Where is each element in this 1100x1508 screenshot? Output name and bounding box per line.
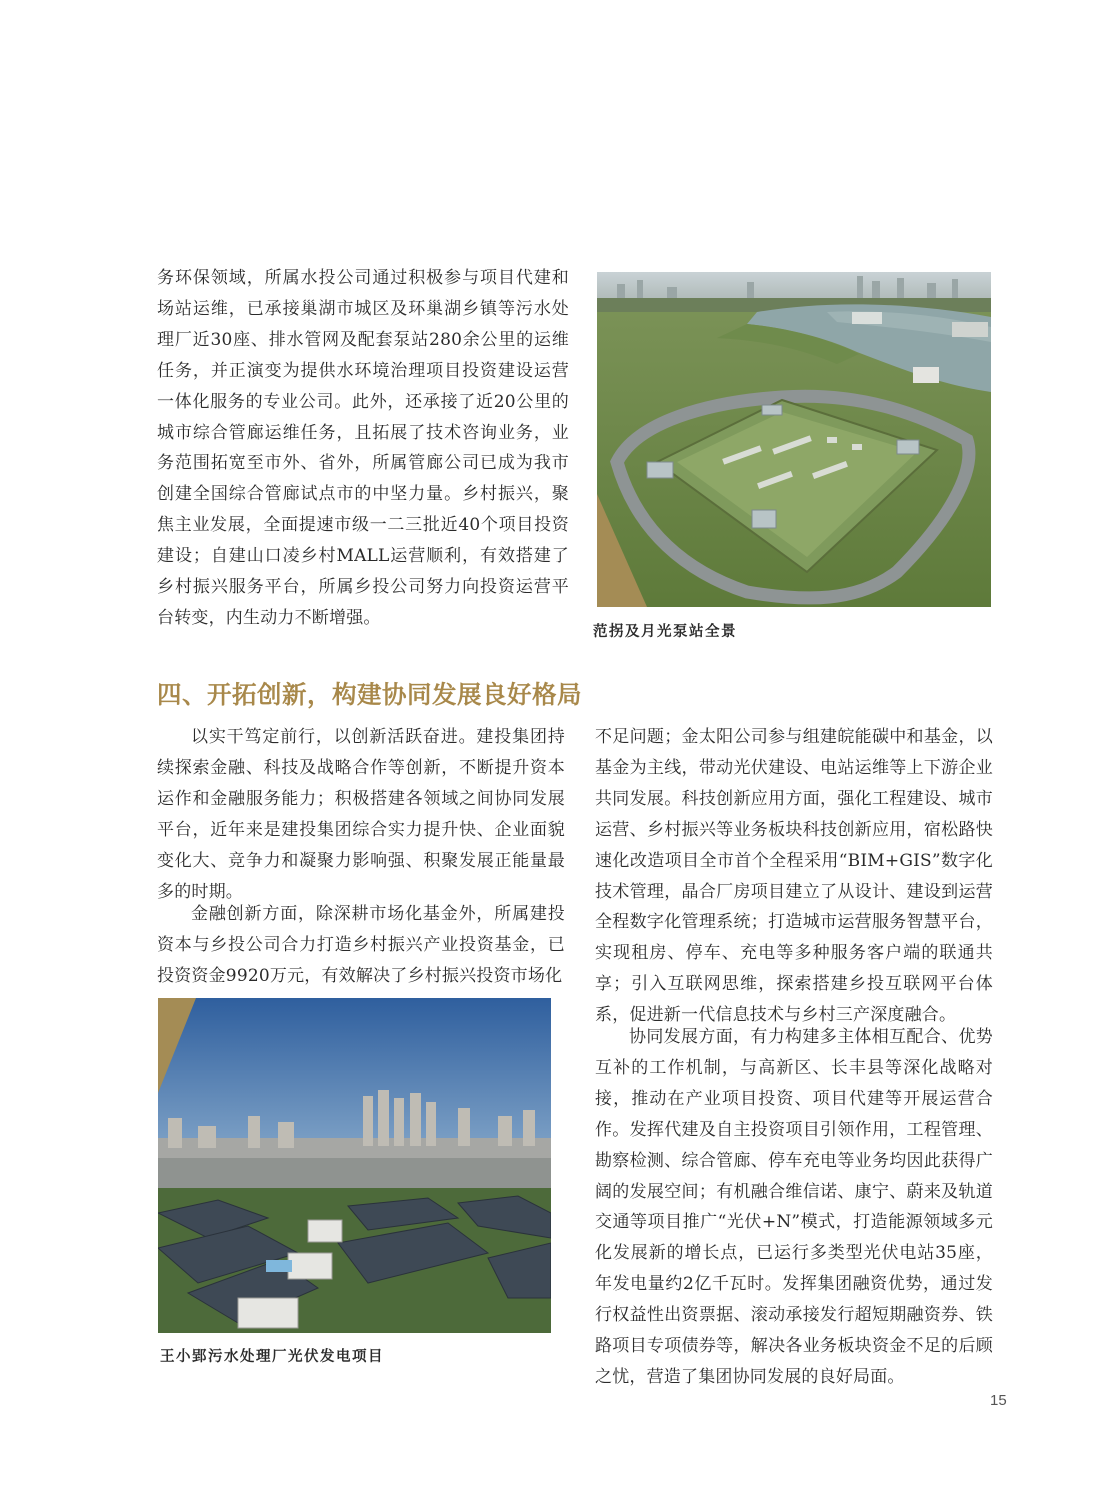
left-paragraph-1: 以实干笃定前行，以创新活跃奋进。建投集团持续探索金融、科技及战略合作等创新，不断提升资本运作和金融服务能力；积极搭建各领域之间协同发展平台，近年来是建投集团综合实力提升快、企业面貌变化大、竞争力和凝聚力影响强、积聚发展正能量最多的时期。 — [157, 727, 565, 902]
solar-plant-caption: 王小郢污水处理厂光伏发电项目 — [160, 1349, 384, 1365]
pump-station-photo — [597, 272, 991, 607]
left-paragraph-2: 金融创新方面，除深耕市场化基金外，所属建投资本与乡投公司合力打造乡村振兴产业投资基金，已投资资金9920万元，有效解决了乡村振兴投资市场化 — [157, 904, 565, 986]
pump-station-caption: 范拐及月光泵站全景 — [593, 624, 737, 640]
section-heading: 四、开拓创新，构建协同发展良好格局 — [157, 680, 582, 709]
intro-paragraph: 务环保领域，所属水投公司通过积极参与项目代建和场站运维，已承接巢湖市城区及环巢湖乡镇等污水处理厂近30座、排水管网及配套泵站280余公里的运维任务，并正演变为提供水环境治理项目投资建设运营一体化服务的专业公司。此外，还承接了近20公里的城市综合管廊运维任务，且拓展了技术咨询业务，业务范围拓宽至市外、省外，所属管廊公司已成为我市创建全国综合管廊试点市的中坚力量。乡村振兴，聚焦主业发展，全面提速市级一二三批近40个项目投资建设；自建山口凌乡村MALL运营顺利，有效搭建了乡村振兴服务平台，所属乡投公司努力向投资运营平台转变，内生动力不断增强。 — [157, 268, 569, 628]
solar-plant-photo — [158, 998, 551, 1333]
right-paragraph-1: 不足问题；金太阳公司参与组建皖能碳中和基金，以基金为主线，带动光伏建设、电站运维等上下游企业共同发展。科技创新应用方面，强化工程建设、城市运营、乡村振兴等业务板块科技创新应用，宿松路快速化改造项目全市首个全程采用“BIM+GIS”数字化技术管理，晶合厂房项目建立了从设计、建设到运营全程数字化管理系统；打造城市运营服务智慧平台，实现租房、停车、充电等多种服务客户端的联通共享；引入互联网思维，探索搭建乡投互联网平台体系，促进新一代信息技术与乡村三产深度融合。 — [595, 727, 993, 1026]
right-paragraph-2: 协同发展方面，有力构建多主体相互配合、优势互补的工作机制，与高新区、长丰县等深化战略对接，推动在产业项目投资、项目代建等开展运营合作。发挥代建及自主投资项目引领作用，工程管理、勘察检测、综合管廊、停车充电等业务均因此获得广阔的发展空间；有机融合维信诺、康宁、蔚来及轨道交通等项目推广“光伏+N”模式，打造能源领域多元化发展新的增长点，已运行多类型光伏电站35座，年发电量约2亿千瓦时。发挥集团融资优势，通过发行权益性出资票据、滚动承接发行超短期融资券、铁路项目专项债券等，解决各业务板块资金不足的后顾之忧，营造了集团协同发展的良好局面。 — [595, 1027, 993, 1387]
page-number: 15 — [990, 1392, 1007, 1409]
